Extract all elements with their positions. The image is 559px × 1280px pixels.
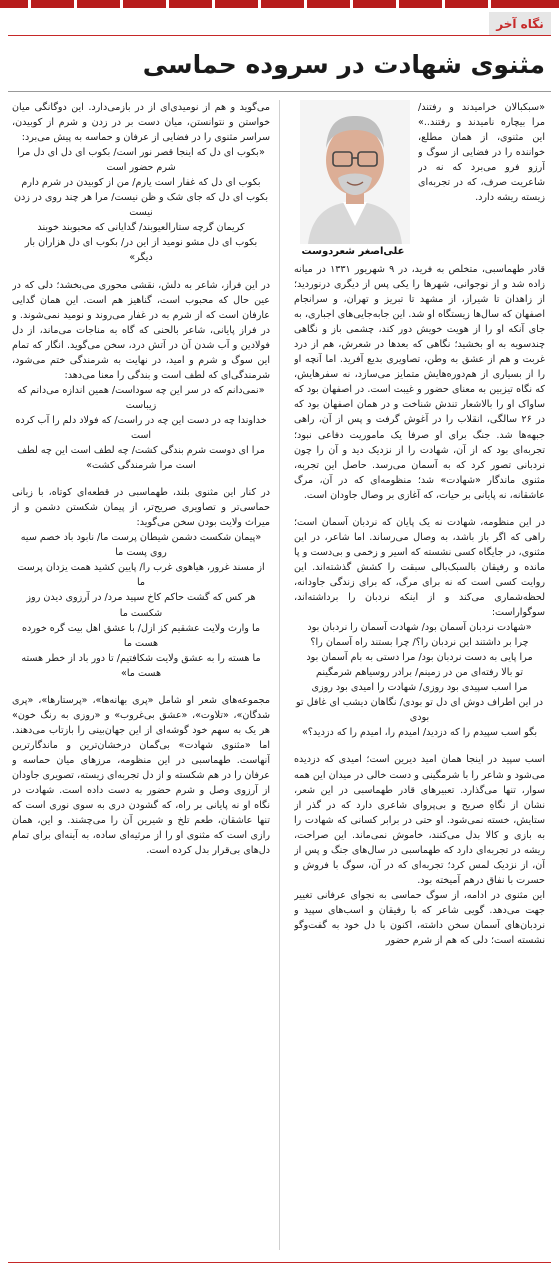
right-column-top (418, 100, 545, 248)
right-column (294, 262, 545, 1252)
paragraph-collections: مجموعه‌های شعر او شامل «پری بهانه‌ها»، «پرستارها»، «پری شدگان»، «تلاوت»، «عشق بی‌غروب» و «روزی به رنگ خون» هر یک به سهم خود گوشه‌ای از این جهان‌بینی را بازتاب می‌دهند. اما «مثنوی شهادت» بی‌گمان درخشان‌ترین و ماندگارترین آنهاست. طهماسبی در این منظومه، مرزهای میان حماسه و عرفان را در هم شکسته و از دل تجربه‌ای زیسته، تصویری جاودان از آرزوی وصل و شرم حضور به دست داده است. شهادت در نگاه او نه پایانی بر راه، که گشودن دری به سوی نوری است که تنها عاشقان، طعم تلخ و شیرین آن را می‌چشند. و این، همان رازی است که مثنوی او را از مرثیه‌ای ساده، به آینه‌ای برای تمام دل‌های بی‌قرار بدل کرده است. (12, 694, 270, 857)
verse-line: تو بالا رفته‌ای من در زمینم/ برادر روسیاهم شرمگینم (315, 667, 524, 679)
column-divider (279, 100, 280, 1250)
verse-line: مرا اسب سپیدی بود روزی/ شهادت را امیدی بود روزی (311, 682, 528, 694)
paragraph-bio: قادر طهماسبی، متخلص به فرید، در ۹ شهریور ۱۳۳۱ در میانه زاده شد و از نوجوانی، شهرها را یکی پس از دیگری درنوردید؛ از زاهدان تا شیراز، از مشهد تا تبریز و تهران، و سرانجام اصفهان که سال‌ها زیستگاه او شد. این جابه‌جایی‌های اجباری، به جای آنکه او را از هویت خویش دور کند، چشمی باز و نگاهی چندسویه به او بخشید؛ نگاهی که بعدها در شعرش، هم از درد غربت و هم از عشق به وطن، تصاویری بدیع آفرید. اما آنچه او را از بسیاری از هم‌دوره‌هایش متمایز می‌سازد، نه سفرهایش، که نگاه تیزبین به معنای حضور و غیبت است. در اصفهان بود که ساواک او را بالاشعار تندش شناخت و در همان اصفهان بود که در ۲۶ سالگی، انقلاب را در آغوش گرفت و پس از آن، راهی جبهه‌ها شد. جنگ برای او صرفا یک ماموریت دفاعی نبود؛ تجربه‌ای بود که از آن، شهادت را از نزدیک دید و آن را چون نردبانی تصور کرد که به آسمان می‌رسد. حاصل این تجربه، مثنوی ماندگار «شهادت» شد؛ منظومه‌ای که در آن، مرگ عاشقانه، نه پایانی بر حیات، که آغازی بر وصال جاودان است. (294, 264, 545, 501)
verse-line: بکوب ای دل که غفار است یارم/ من از کوبیدن در شرم دارم (21, 177, 261, 189)
author-portrait-icon (300, 100, 410, 244)
verse-line: «نمی‌دانم که در سر این چه سوداست/ همین اندازه می‌دانم که زیباست (17, 384, 265, 411)
verse-line: «شهادت نردبان آسمان بود/ شهادت آسمان را نردبان بود (307, 622, 532, 634)
headline-divider (8, 91, 551, 92)
verse-line: «پیمان شکست دشمن شیطان پرست ما/ نابود باد خصم سیه روی پست ما (20, 532, 262, 559)
verse-line: چرا بر داشتند این نردبان را؟/ چرا بستند راه آسمان را؟ (310, 637, 529, 649)
verse-line: کریمان گرچه ستارالعیوبند/ گدایانی که محبوبند خوبند (37, 222, 245, 234)
verse-line: «بکوب ای دل که اینجا قصر نور است/ بکوب ای دل ای دل مرا شرم حضور است (17, 147, 265, 174)
verse-line: از مسند غرور، هیاهوی غرب را/ پایین کشید همت یزدان پرست ما (17, 562, 265, 589)
article-headline: مثنوی شهادت در سروده حماسی (142, 50, 545, 79)
paragraph-dichotomy: می‌گوید و هم از نومیدی‌ای از در بازمی‌دارد. این دوگانگی میان خواستن و نتوانستن، میان دست بر در زدن و شرم از کوبیدن، سراسر مثنوی را در فضایی از عرفان و حماسه به پیش می‌برد: (12, 102, 270, 144)
footer-divider (8, 1262, 551, 1263)
paragraph-short-poem: در کنار این مثنوی بلند، طهماسبی در قطعه‌ای کوتاه، با زبانی حماسی‌تر و تصاویری صریح‌تر، از پیمان شکستن دشمن و از میراث ولایت بودن سخن می‌گوید: (12, 487, 270, 529)
top-color-strip (0, 0, 559, 8)
author-name: علی‌اصغر شعردوست (301, 246, 405, 257)
verse-line: مرا پایی به دست نردبان بود/ مرا دستی به بام آسمان بود (306, 652, 533, 664)
paragraph-continuation: این مثنوی در ادامه، از سوگ حماسی به نجوای عرفانی تغییر جهت می‌دهد. گویی شاعر که با رفیقان و اسب‌های سپید و نردبان‌های آسمان سخن داشته، اکنون با دل خود به گفت‌وگو نشسته است؛ دلی که هم از شرم حضور (294, 889, 545, 947)
verse-line: ما وارث ولایت عشقیم کز ازل/ با عشق اهل بیت گره خورده هست ما (21, 622, 261, 649)
paragraph-heart: در این فراز، شاعر به دلش، نقشی محوری می‌بخشد؛ دلی که در عین حال که محبوب است، گناهیز هم است. این همان گدایی عارفان است که از شرم به در غفار می‌روند و نومید نمی‌شوند. و در فراز پایانی، شاعر بالحنی که گاه به مناجات می‌ماند، از دل فولادین و آب شدن آن در آتش درد، سخن می‌گوید. انگار که تمام این سوگ و شرم و امید، در نهایت به شرمندگی ختم می‌شود، شرمندگی‌ای که لطف است و بندگی را معنا می‌دهد: (12, 279, 270, 381)
verse-line: بکوب ای دل که جای شک و ظن نیست/ مرا هر چند روی در زدن نیست (13, 192, 269, 219)
paragraph-white-horse: اسب سپید در اینجا همان امید دیرین است؛ امیدی که دزدیده می‌شود و شاعر را با شرمگینی و دست خالی در میدان این همه سوار، تنها می‌گذارد. تعبیرهای قادر طهماسبی در این شعر، نشان از نگاهِ صریح و بی‌پروای شاعری دارد که در گذر از ستایش، خسته نمی‌شود. او حتی در برابر کسانی که شهادت را به بازی و کالا بدل می‌کنند، خاموش نمی‌ماند. این صراحت، ریشه در تجربه‌ای دارد که طهماسبی در سال‌های جنگ و پس از آن، از نزدیک لمس کرد؛ تجربه‌ای که در آن، سوگ با فروش و حسرت با نفاق درهم آمیخته بود. (294, 754, 545, 886)
section-label: نگاه آخر (489, 12, 551, 36)
verse-line: بگو اسب سپیدم را که دزدید/ امیدم را، امیدم را که دزدید؟» (301, 727, 538, 739)
left-column (12, 100, 270, 1252)
verse-line: بکوب ای دل مشو نومید از این در/ بکوب ای دل هزاران بار دیگر» (24, 237, 258, 264)
verse-line: ما هسته را به عشق ولایت شکافتیم/ تا دور باد از خطر هسته هست ما» (21, 652, 261, 679)
paragraph-ladder: در این منظومه، شهادت نه یک پایان که نردبان آسمان است؛ راهی که اگر باز باشد، به وصال می‌رساند. اما شاعر، در این مثنوی، در جایگاه کسی نشسته که اسیر و زخمی و بی‌دست و پا مانده و رفیقان بالسبک‌بالی سبقت را کشش گذشته‌اند. این روایت کسی است که نه برای مرگ، که برای زندگی جاودانه، لحظه‌شماری می‌کند و از اینکه نردبان را برداشته‌اند، سوگواراست: (294, 516, 545, 619)
verse-line: مرا ای دوست شرم بندگی کشت/ چه لطف است این چه لطف است مرا شرمندگی کشت» (17, 445, 265, 472)
verse-line: در این اطراف دوش ای دل تو بودی/ نگاهان دیشب ای غافل تو بودی (295, 697, 544, 724)
paragraph-intro: «سبکبالان خرامیدند و رفتند/ مرا بیچاره نامیدند و رفتند..» این مثنوی، از همان مطلع، خواننده را در فضایی از سوگ و آرزو فرو می‌برد که نه در شاعریت صرف، که در تجربه‌ای زیسته ریشه دارد. (418, 102, 545, 204)
verse-line: خداوندا چه در دست این چه در راست/ که فولاد دلم را آب کرده است (15, 414, 267, 441)
verse-line: هر کس که گشت حاکم کاخ سپید مرد/ در آرزوی دیدن روز شکست ما (26, 592, 256, 619)
header-divider (8, 35, 551, 36)
author-photo (300, 100, 410, 244)
